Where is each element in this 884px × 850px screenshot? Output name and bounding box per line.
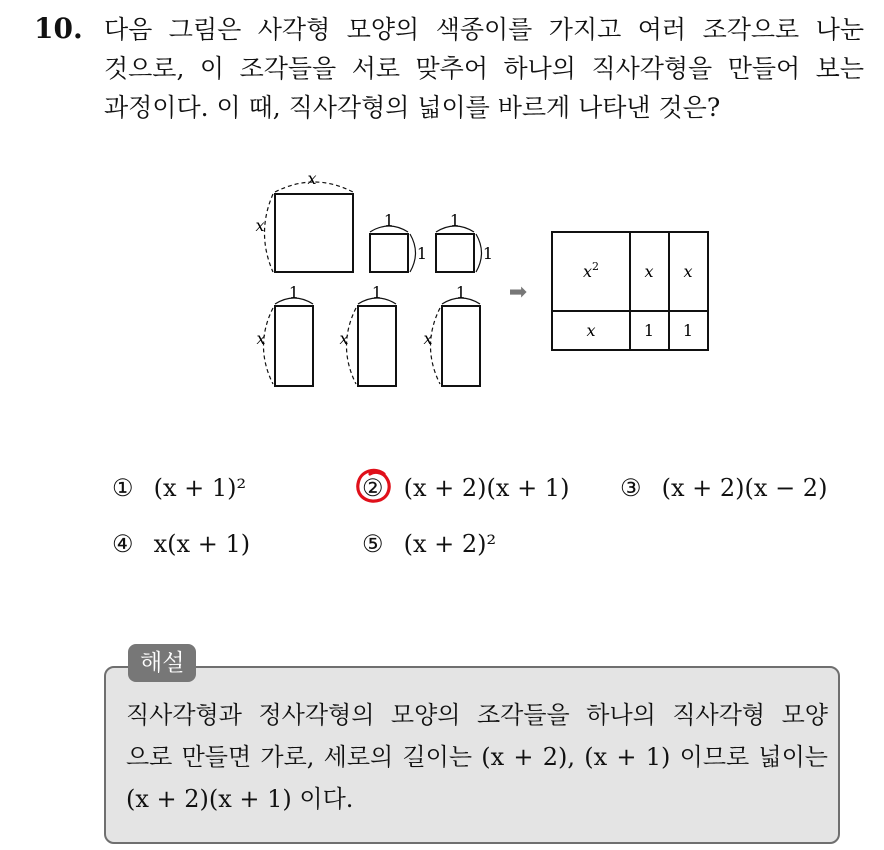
piece-rect-3-side-label: x bbox=[423, 329, 433, 348]
solution-line-1: 직사각형과 정사각형의 모양의 조각들을 하나의 직사각형 모양 bbox=[126, 701, 828, 729]
question-line-1: 다음 그림은 사각형 모양의 색종이를 가지고 여러 조각으로 나눈 bbox=[104, 15, 864, 44]
choice-3-number: ③ bbox=[620, 474, 642, 502]
choice-2-expression: (x + 2)(x + 1) bbox=[403, 474, 570, 502]
answer-circle-mark bbox=[354, 466, 394, 506]
question-number: 10. bbox=[34, 12, 83, 45]
cell-bottom-mid: 1 bbox=[643, 321, 655, 340]
choice-5-number: ⑤ bbox=[362, 530, 384, 558]
piece-rect-2-side-label: x bbox=[339, 329, 349, 348]
solution-line-2: 으로 만들면 가로, 세로의 길이는 (x + 2), (x + 1) 이므로 넓이는 bbox=[126, 743, 828, 771]
piece-unit-square-1 bbox=[370, 234, 408, 272]
piece-unit-square-1-side-label: 1 bbox=[416, 244, 428, 263]
piece-rect-3 bbox=[442, 306, 480, 386]
piece-x-square-side-label: x bbox=[255, 216, 265, 235]
piece-rect-3-top-label: 1 bbox=[455, 283, 467, 302]
piece-rect-1 bbox=[275, 306, 313, 386]
choice-1[interactable] bbox=[112, 474, 246, 502]
piece-x-square-top-label: x bbox=[307, 169, 317, 188]
choice-5[interactable] bbox=[362, 530, 496, 558]
piece-x-square-side-arc bbox=[265, 194, 274, 272]
choice-3[interactable] bbox=[620, 474, 827, 502]
cell-x-squared: $x^2$ bbox=[582, 260, 600, 281]
cell-top-right: x bbox=[683, 262, 693, 281]
choice-1-number: ① bbox=[112, 474, 134, 502]
choice-3-expression: (x + 2)(x − 2) bbox=[661, 474, 828, 502]
piece-rect-2 bbox=[358, 306, 396, 386]
choice-1-expression: (x + 1)² bbox=[153, 474, 247, 502]
piece-rect-1-side-label: x bbox=[256, 329, 266, 348]
solution-tag: 해설 bbox=[128, 644, 196, 682]
solution-text bbox=[126, 694, 828, 820]
choice-4-expression: x(x + 1) bbox=[153, 530, 251, 558]
cell-bottom-right: 1 bbox=[682, 321, 694, 340]
piece-unit-square-2-side-arc bbox=[476, 234, 482, 272]
arrow-icon: ➡ bbox=[508, 280, 528, 305]
question-line-2: 것으로, 이 조각들을 서로 맞추어 하나의 직사각형을 만들어 보는 bbox=[104, 54, 864, 83]
question-line-3: 과정이다. 이 때, 직사각형의 넓이를 바르게 나타낸 것은? bbox=[104, 93, 721, 122]
pieces-figure bbox=[240, 168, 720, 398]
piece-unit-square-1-top-label: 1 bbox=[383, 211, 395, 230]
choice-4[interactable] bbox=[112, 530, 250, 558]
piece-unit-square-1-side-arc bbox=[410, 234, 416, 272]
solution-line-3: (x + 2)(x + 1) 이다. bbox=[126, 785, 354, 813]
piece-rect-2-top-label: 1 bbox=[371, 283, 383, 302]
piece-unit-square-2-top-label: 1 bbox=[449, 211, 461, 230]
cell-bottom-left: x bbox=[586, 321, 596, 340]
piece-unit-square-2-side-label: 1 bbox=[482, 244, 494, 263]
cell-top-mid: x bbox=[644, 262, 654, 281]
choice-2-number: ② bbox=[362, 474, 384, 502]
piece-unit-square-2 bbox=[436, 234, 474, 272]
piece-rect-1-top-label: 1 bbox=[288, 283, 300, 302]
choice-5-expression: (x + 2)² bbox=[403, 530, 497, 558]
question-text bbox=[104, 10, 864, 127]
piece-x-square bbox=[275, 194, 353, 272]
choice-4-number: ④ bbox=[112, 530, 134, 558]
